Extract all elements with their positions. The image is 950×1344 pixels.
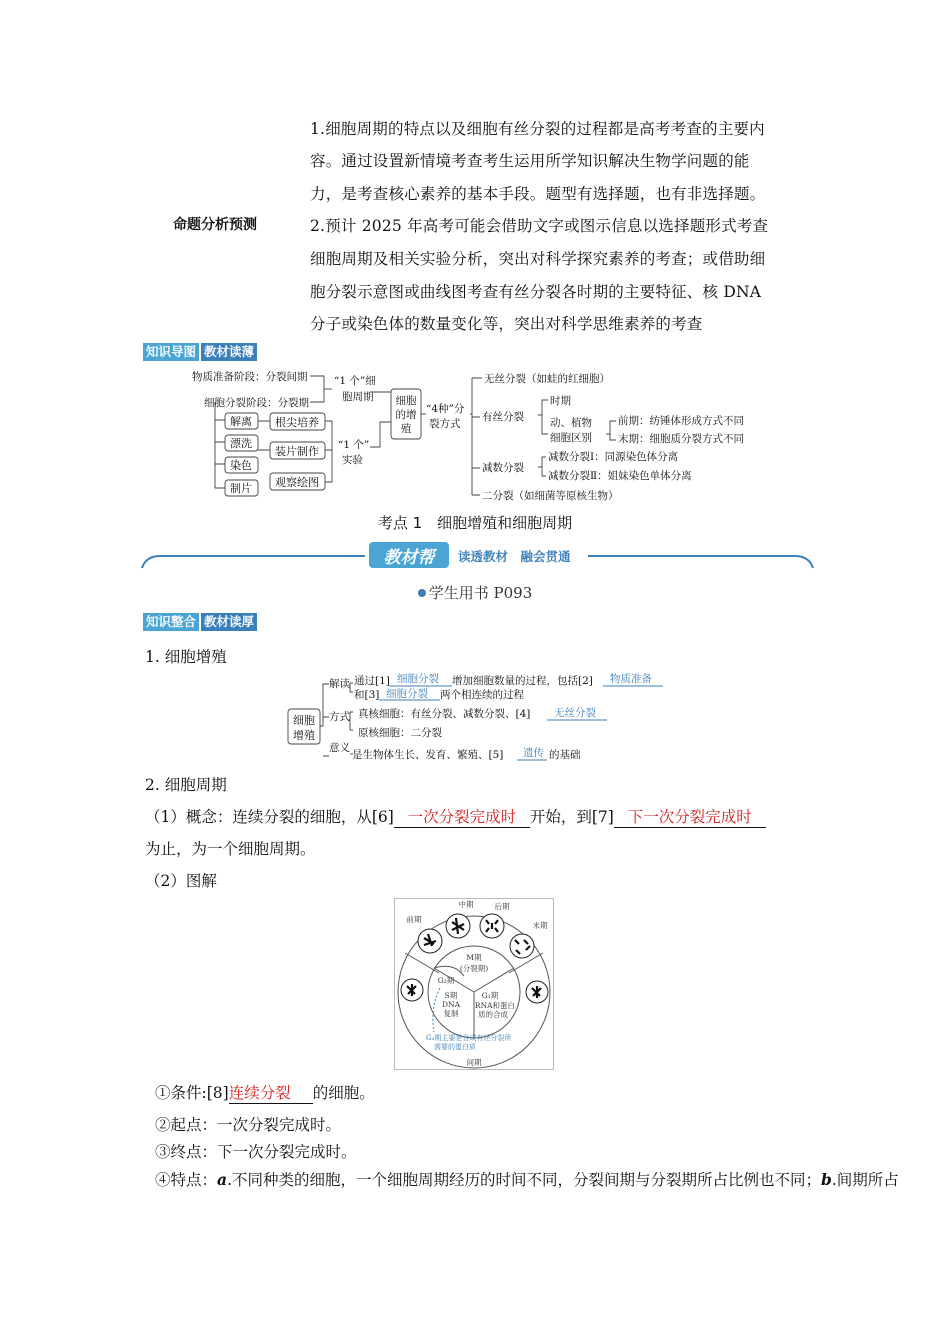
cycle-g1-protein: 质的合成 (478, 1010, 508, 1019)
concept-mid: 开始，到[7] (529, 808, 614, 826)
prolif-line2b: 两个相连续的过程 (440, 689, 524, 701)
map-prophase: 前期：纺锤体形成方式不同 (618, 415, 744, 427)
analysis-line: 容。通过设置新情境考查考生运用所学知识解决生物学问题的能 (310, 152, 750, 170)
item-feature-prefix: ④特点： (155, 1171, 218, 1189)
map-step: 制片 (230, 482, 252, 495)
map-step: 漂洗 (230, 437, 252, 450)
prolif-blank4: 无丝分裂 (554, 707, 596, 719)
map-four-2: 裂方式 (429, 418, 461, 430)
analysis-line: 2.预计 2025 年高考可能会借助文字或图示信息以选择题形式考查 (310, 217, 769, 235)
banner-main: 教材帮 (383, 548, 435, 568)
cycle-interphase: 间期 (466, 1058, 482, 1067)
cycle-note-1: G₂期主要是合成有丝分裂所 (426, 1034, 512, 1042)
prolif-line1b: 增加细胞数量的过程，包括[2] (452, 675, 593, 687)
map-meiosis: 减数分裂 (482, 462, 524, 474)
map-amitosis: 无丝分裂（如蛙的红细胞） (484, 373, 610, 385)
map-step: 染色 (230, 459, 252, 472)
cycle-prophase: 前期 (406, 915, 422, 924)
item-condition-suffix: 的细胞。 (312, 1084, 375, 1102)
banner-sub: 读透教材 融会贯通 (458, 549, 571, 564)
proliferation-diagram (285, 668, 685, 768)
tag-part-a: 知识导图 (143, 343, 199, 361)
cycle-anaphase: 后期 (494, 902, 510, 911)
map-concept-1: “1 个”细 (334, 375, 376, 387)
cycle-telophase: 末期 (532, 921, 548, 930)
map-exp-2: 实验 (342, 454, 363, 466)
prolif-line2a: 和[3] (354, 689, 380, 701)
analysis-label: 命题分析预测 (173, 217, 257, 233)
cycle-note-2: 需要的蛋白质 (434, 1043, 476, 1051)
prolif-yiyi: 意义 (329, 742, 350, 754)
map-center: 的增 (395, 409, 417, 421)
item-feature-text-a: .不同种类的细胞，一个细胞周期经历的时间不同，分裂间期与分裂期所占比例也不同； (227, 1171, 821, 1189)
map-center: 细胞 (395, 395, 417, 407)
cycle-dna: DNA (442, 1000, 460, 1009)
map-box: 根尖培养 (275, 416, 319, 429)
prolif-blank5: 遗传 (523, 747, 544, 759)
knowledge-map (140, 362, 820, 507)
map-diff-2: 细胞区别 (550, 432, 592, 444)
map-stage1: 物质准备阶段：分裂间期 (192, 371, 308, 383)
map-step: 解离 (230, 415, 252, 428)
item-feature-text-b: .间期所占 (831, 1171, 899, 1189)
concept-line-2: 为止，为一个细胞周期。 (145, 840, 316, 858)
item-feature (155, 1168, 950, 1190)
section-title: 考点 1 细胞增殖和细胞周期 (377, 514, 573, 532)
analysis-line: 力，是考查核心素养的基本手段。题型有选择题，也有非选择题。 (310, 185, 766, 203)
prolif-line5b: 的基础 (549, 749, 581, 761)
heading-proliferation: 1. 细胞增殖 (145, 648, 227, 666)
cycle-replication: 复制 (443, 1009, 459, 1018)
item-end: ③终点：下一次分裂完成时。 (155, 1143, 357, 1161)
analysis-line: 细胞周期及相关实验分析，突出对科学探究素养的考查；或借助细 (310, 250, 766, 268)
analysis-line: 1.细胞周期的特点以及细胞有丝分裂的过程都是高考考查的主要内 (310, 120, 765, 138)
map-concept-2: 胞周期 (342, 391, 374, 403)
prolif-line5a: 是生物体生长、发育、繁殖、[5] (352, 749, 504, 761)
cycle-g2: G₂期 (437, 976, 455, 985)
cell-cycle-diagram (394, 898, 554, 1070)
map-mitosis: 有丝分裂 (482, 411, 524, 423)
cycle-g1-rna: RNA和蛋白 (474, 1001, 516, 1010)
knowledge-map-tag (143, 343, 257, 361)
item-condition-prefix: ①条件:[8] (155, 1084, 229, 1102)
map-exp-1: “1 个” (338, 439, 370, 451)
book-reference-text: 学生用书 P093 (428, 584, 533, 602)
diagram-heading: （2）图解 (145, 872, 217, 890)
knowledge-integration-tag (143, 613, 257, 631)
map-meiosis1: 减数分裂Ⅰ：同源染色体分离 (548, 451, 679, 463)
map-telophase: 末期：细胞质分裂方式不同 (618, 433, 744, 445)
item-condition (155, 1081, 375, 1104)
map-stage2: 细胞分裂阶段：分裂期 (204, 397, 309, 409)
map-interphase: 时期 (550, 395, 571, 407)
cycle-m-phase-sub: (分裂期) (459, 964, 489, 973)
concept-prefix: （1）概念：连续分裂的细胞，从[6] (145, 808, 394, 826)
map-four-1: “4种”分 (426, 403, 465, 415)
concept-line (145, 805, 766, 828)
tag-part-b: 教材读薄 (199, 343, 257, 361)
prolif-fangshi: 方式 (329, 711, 350, 723)
map-binary: 二分裂（如细菌等原核生物） (482, 490, 619, 502)
heading-cell-cycle: 2. 细胞周期 (145, 776, 227, 794)
map-meiosis2: 减数分裂Ⅱ：姐妹染色单体分离 (548, 470, 692, 482)
item-feature-a: a (217, 1170, 228, 1189)
cycle-metaphase: 中期 (458, 900, 474, 909)
cycle-s: S期 (444, 991, 458, 1000)
cycle-g1: G₁期 (481, 991, 499, 1000)
tag-part-a: 知识整合 (143, 613, 199, 631)
cycle-m-phase: M期 (466, 953, 482, 962)
answer-blank-6: 一次分裂完成时 (394, 805, 530, 828)
prolif-line4: 原核细胞：二分裂 (358, 727, 442, 739)
answer-blank-8: 连续分裂 (229, 1081, 313, 1104)
map-center: 殖 (400, 423, 412, 435)
analysis-line: 胞分裂示意图或曲线图考查有丝分裂各时期的主要特征、核 DNA (310, 283, 762, 301)
map-diff-1: 动、植物 (550, 417, 592, 429)
item-start: ②起点：一次分裂完成时。 (155, 1116, 342, 1134)
prolif-blank3: 细胞分裂 (386, 688, 428, 700)
prolif-jiedu: 解读 (329, 678, 350, 690)
bullet-icon (418, 589, 426, 597)
prolif-blank2: 物质准备 (610, 673, 652, 685)
map-box: 装片制作 (275, 445, 319, 458)
prolif-line1a: 通过[1] (354, 675, 390, 687)
map-box: 观察绘图 (275, 476, 319, 489)
prolif-blank1: 细胞分裂 (397, 673, 439, 685)
prolif-line3a: 真核细胞：有丝分裂、减数分裂、[4] (358, 708, 531, 720)
prolif-center: 增殖 (293, 729, 315, 742)
book-reference (0, 582, 950, 603)
item-feature-b: b (821, 1170, 832, 1189)
prolif-center: 细胞 (293, 714, 315, 727)
analysis-line: 分子或染色体的数量变化等，突出对科学思维素养的考查 (310, 315, 703, 333)
answer-blank-7: 下一次分裂完成时 (614, 805, 766, 828)
tag-part-b: 教材读厚 (199, 613, 257, 631)
